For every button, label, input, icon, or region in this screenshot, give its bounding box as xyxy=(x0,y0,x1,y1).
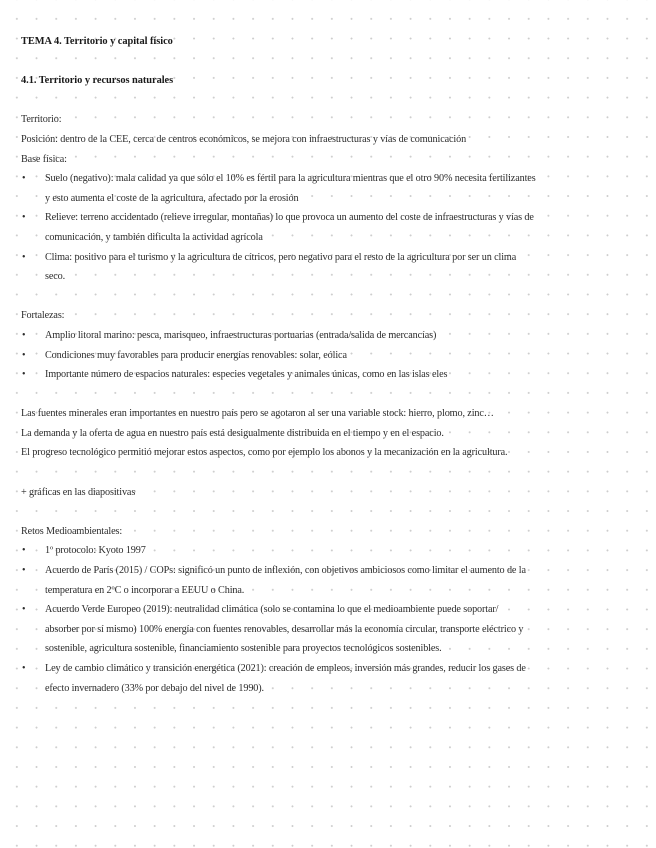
bullet-icon: • xyxy=(22,349,26,361)
list-item xyxy=(21,346,633,366)
spacer xyxy=(21,52,633,72)
list-item-text: sostenible, agricultura sostenible, financiamiento sostenible para proyectos tecnológicos sostenibles. xyxy=(45,643,442,655)
list-item-text: Amplio litoral marino: pesca, marisqueo, infraestructuras portuarias (entrada/salida de mercancías) xyxy=(45,329,437,341)
list-item-text: Suelo (negativo): mala calidad ya que sólo el 10% es fértil para la agricultura mientras que el otro 90% necesita fertilizantes xyxy=(45,173,536,185)
list-item-text: efecto invernadero (33% por debajo del nivel de 1990). xyxy=(45,682,264,694)
list-item xyxy=(21,248,633,287)
paragraph-agua: La demanda y la oferta de agua en nuestro país está desigualmente distribuida en el tiempo y en el espacio. xyxy=(21,427,444,439)
bullet-icon: • xyxy=(22,369,26,381)
bullet-icon: • xyxy=(22,212,26,224)
list-item-text: Importante número de espacios naturales: especies vegetales y animales únicas, como en las islas eles xyxy=(45,369,448,381)
list-item-text: Relieve: terreno accidentado (relieve irregular, montañas) lo que provoca un aumento del coste de infraestructuras y vías de xyxy=(45,212,534,224)
list-item-text: temperatura en 2ºC o incorporar a EEUU o China. xyxy=(45,584,245,596)
list-item xyxy=(21,169,633,208)
spacer xyxy=(21,385,633,405)
list-item-text: y esto aumenta el coste de la agricultura, afectado por la erosión xyxy=(45,192,299,204)
list-item-text: Acuerdo Verde Europeo (2019): neutralidad climática (solo se contamina lo que el medioambiente puede soportar/ xyxy=(45,604,499,616)
list-item-text: comunicación, y también dificulta la actividad agrícola xyxy=(45,231,263,243)
bullet-icon: • xyxy=(22,545,26,557)
base-fisica-list xyxy=(21,169,633,287)
list-item-text: Ley de cambio climático y transición energética (2021): creación de empleos, inversión más grandes, reducir los gases de xyxy=(45,663,526,674)
posicion-line: Posición: dentro de la CEE, cerca de centros económicos, se mejora con infraestructuras y vías de comunicación xyxy=(21,133,467,145)
fortalezas-list xyxy=(21,326,633,385)
fortalezas-heading: Fortalezas: xyxy=(21,310,65,322)
doc-title: TEMA 4. Territorio y capital físico xyxy=(21,36,173,47)
bullet-icon: • xyxy=(22,251,26,263)
list-item-text: seco. xyxy=(45,271,66,283)
spacer xyxy=(21,502,633,522)
document-page xyxy=(21,32,633,698)
paragraph-minerales: Las fuentes minerales eran importantes en nuestro país pero se agotaron al ser una variable stock: hierro, plomo, zinc… xyxy=(21,408,494,420)
bullet-icon: • xyxy=(22,565,26,577)
list-item xyxy=(21,561,633,600)
list-item xyxy=(21,659,633,698)
list-item xyxy=(21,326,633,346)
spacer xyxy=(21,91,633,111)
list-item-text: 1º protocolo: Kyoto 1997 xyxy=(45,545,146,557)
bullet-icon: • xyxy=(22,173,26,185)
territorio-heading: Territorio: xyxy=(21,114,62,126)
spacer xyxy=(21,287,633,307)
base-fisica-label: Base física: xyxy=(21,153,67,165)
bullet-icon: • xyxy=(22,663,26,674)
bullet-icon: • xyxy=(22,604,26,616)
paragraph-progreso: El progreso tecnológico permitió mejorar estos aspectos, como por ejemplo los abonos y la mecanización en la agricultura. xyxy=(21,447,508,459)
section-heading: 4.1. Territorio y recursos naturales xyxy=(21,75,174,87)
list-item xyxy=(21,208,633,247)
list-item-text: Acuerdo de París (2015) / COPs: significó un punto de inflexión, con objetivos ambiciosos como limitar el aumento de la xyxy=(45,565,526,577)
bullet-icon: • xyxy=(22,329,26,341)
list-item-text: Clima: positivo para el turismo y la agricultura de cítricos, pero negativo para el resto de la agricultura por ser un clima xyxy=(45,251,517,263)
list-item xyxy=(21,365,633,385)
list-item-text: absorber por sí mismo) 100% energía con fuentes renovables, desarrollar más la economía circular, transporte eléctrico y xyxy=(45,623,524,635)
retos-heading: Retos Medioambientales: xyxy=(21,525,123,537)
retos-list xyxy=(21,541,633,698)
spacer xyxy=(21,463,633,483)
list-item-text: Condiciones muy favorables para producir energías renovables: solar, eólica xyxy=(45,349,347,361)
list-item xyxy=(21,541,633,561)
list-item xyxy=(21,600,633,659)
graficas-note: + gráficas en las diapositivas xyxy=(21,486,136,498)
